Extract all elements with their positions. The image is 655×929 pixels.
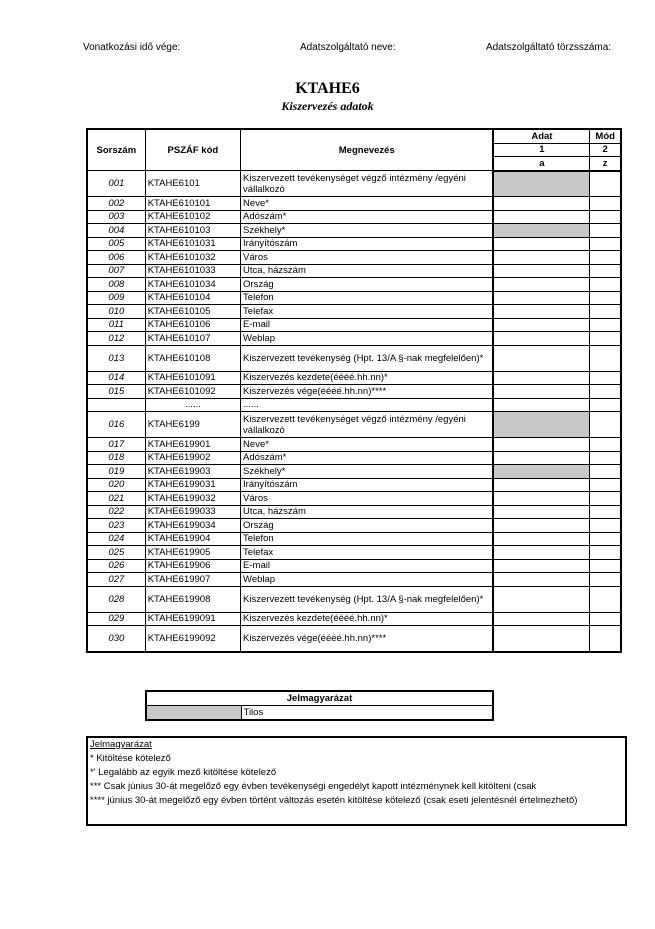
row-adat-cell[interactable]	[493, 371, 589, 385]
row-pszaf-kod: KTAHE6199033	[145, 505, 240, 519]
row-mod-cell[interactable]	[590, 465, 621, 479]
row-sorszam: 017	[87, 438, 145, 452]
row-mod-cell[interactable]	[590, 305, 621, 319]
table-row	[87, 438, 621, 452]
table-row	[87, 171, 621, 197]
row-sorszam: 030	[87, 626, 145, 653]
row-sorszam: 025	[87, 546, 145, 560]
row-pszaf-kod: KTAHE619905	[145, 546, 240, 560]
row-pszaf-kod: KTAHE6101031	[145, 237, 240, 251]
row-mod-cell[interactable]	[590, 291, 621, 305]
row-adat-cell[interactable]	[493, 438, 589, 452]
col-adat-number: 1	[493, 143, 589, 157]
row-adat-cell[interactable]	[493, 264, 589, 278]
row-adat-cell[interactable]	[493, 318, 589, 332]
row-sorszam: 024	[87, 532, 145, 546]
row-pszaf-kod: KTAHE6199034	[145, 519, 240, 533]
row-mod-cell[interactable]	[590, 546, 621, 560]
row-megnevezes: Kiszervezés vége(éééé.hh.nn)****	[241, 626, 494, 653]
row-pszaf-kod: KTAHE6199092	[145, 626, 240, 653]
row-sorszam: 012	[87, 332, 145, 346]
row-megnevezes: Utca, házszám	[241, 264, 494, 278]
row-sorszam: 020	[87, 478, 145, 492]
row-adat-cell[interactable]	[493, 332, 589, 346]
row-megnevezes: Kiszervezett tevékenységet végző intézmény /egyéni vállalkozó	[241, 412, 494, 438]
row-pszaf-kod: KTAHE6199091	[145, 612, 240, 626]
row-adat-cell[interactable]	[493, 465, 589, 479]
row-mod-cell[interactable]	[590, 438, 621, 452]
table-row	[87, 371, 621, 385]
row-adat-cell[interactable]	[493, 478, 589, 492]
row-megnevezes: Város	[241, 251, 494, 265]
row-megnevezes: Ország	[241, 278, 494, 292]
table-row	[87, 573, 621, 587]
row-sorszam: 027	[87, 573, 145, 587]
table-row	[87, 612, 621, 626]
row-megnevezes: Ország	[241, 519, 494, 533]
form-title: KTAHE6	[295, 80, 360, 97]
row-megnevezes: Kiszervezés kezdete(éééé.hh.nn)*	[241, 612, 494, 626]
row-pszaf-kod: KTAHE6199	[145, 412, 240, 438]
legend-item-label: Tilos	[241, 706, 493, 721]
table-row	[87, 519, 621, 533]
row-mod-cell[interactable]	[590, 251, 621, 265]
row-sorszam: 014	[87, 371, 145, 385]
table-row	[87, 224, 621, 238]
row-megnevezes: Weblap	[241, 332, 494, 346]
row-mod-cell[interactable]	[590, 505, 621, 519]
row-adat-cell[interactable]	[493, 451, 589, 465]
table-row	[87, 278, 621, 292]
row-adat-cell[interactable]	[493, 385, 589, 399]
table-row	[87, 412, 621, 438]
row-sorszam: 019	[87, 465, 145, 479]
row-adat-cell[interactable]	[493, 278, 589, 292]
note-line: **** június 30-át megelőző egy évben történt változás esetén kitöltése kötelező (csak eseti jelentésnél értelmezhető)	[90, 795, 578, 806]
row-sorszam: 015	[87, 385, 145, 399]
notes-box	[86, 736, 627, 826]
legend-gray-swatch	[146, 706, 241, 721]
table-row	[87, 626, 621, 653]
row-pszaf-kod: KTAHE619907	[145, 573, 240, 587]
row-adat-cell[interactable]	[493, 305, 589, 319]
row-sorszam: 026	[87, 559, 145, 573]
col-mod: Mód	[590, 129, 621, 143]
row-sorszam: 004	[87, 224, 145, 238]
table-row	[87, 305, 621, 319]
table-row	[87, 332, 621, 346]
col-sorszam: Sorszám	[87, 129, 145, 171]
row-adat-cell[interactable]	[493, 612, 589, 626]
table-row	[87, 210, 621, 224]
data-table	[86, 128, 622, 653]
row-pszaf-kod: KTAHE6199032	[145, 492, 240, 506]
row-adat-cell[interactable]	[493, 197, 589, 211]
row-sorszam: 029	[87, 612, 145, 626]
note-line: *' Legalább az egyik mező kitöltése kötelező	[90, 767, 277, 778]
row-mod-cell[interactable]	[590, 197, 621, 211]
row-mod-cell[interactable]	[590, 371, 621, 385]
row-sorszam: 009	[87, 291, 145, 305]
row-adat-cell[interactable]	[493, 492, 589, 506]
row-sorszam: 028	[87, 586, 145, 612]
row-sorszam: 010	[87, 305, 145, 319]
row-megnevezes: Irányítószám	[241, 237, 494, 251]
row-megnevezes: Irányítószám	[241, 478, 494, 492]
table-row	[87, 237, 621, 251]
row-mod-cell[interactable]	[590, 478, 621, 492]
row-megnevezes: Neve*	[241, 438, 494, 452]
row-sorszam: 023	[87, 519, 145, 533]
row-megnevezes: Telefon	[241, 532, 494, 546]
row-adat-cell[interactable]	[493, 573, 589, 587]
row-mod-cell[interactable]	[590, 237, 621, 251]
table-row	[87, 291, 621, 305]
row-adat-cell[interactable]	[493, 505, 589, 519]
row-sorszam: 011	[87, 318, 145, 332]
row-pszaf-kod: KTAHE6101033	[145, 264, 240, 278]
row-sorszam: 016	[87, 412, 145, 438]
row-mod-cell[interactable]	[590, 264, 621, 278]
row-sorszam	[87, 398, 145, 412]
row-megnevezes: Telefon	[241, 291, 494, 305]
row-sorszam: 022	[87, 505, 145, 519]
col-adat-letter: a	[493, 157, 589, 171]
header-provider-name: Adatszolgáltató neve:	[300, 42, 396, 53]
row-megnevezes: Telefax	[241, 305, 494, 319]
row-pszaf-kod: KTAHE619904	[145, 532, 240, 546]
row-sorszam: 013	[87, 345, 145, 371]
row-adat-cell[interactable]	[493, 626, 589, 653]
row-megnevezes: Kiszervezett tevékenység (Hpt. 13/A §-nak megfelelően)*	[241, 586, 494, 612]
row-mod-cell[interactable]	[590, 332, 621, 346]
col-megnevezes: Megnevezés	[241, 129, 494, 171]
row-mod-cell[interactable]	[590, 519, 621, 533]
row-sorszam: 006	[87, 251, 145, 265]
row-adat-cell[interactable]	[493, 171, 589, 197]
col-mod-letter: z	[590, 157, 621, 171]
table-row	[87, 264, 621, 278]
row-pszaf-kod: KTAHE6199031	[145, 478, 240, 492]
row-adat-cell[interactable]	[493, 224, 589, 238]
table-row	[87, 532, 621, 546]
row-pszaf-kod: KTAHE6101	[145, 171, 240, 197]
row-sorszam: 008	[87, 278, 145, 292]
row-adat-cell[interactable]	[493, 546, 589, 560]
row-pszaf-kod: KTAHE6101092	[145, 385, 240, 399]
row-megnevezes: Neve*	[241, 197, 494, 211]
table-row	[87, 398, 621, 412]
note-line: *** Csak június 30-át megelőző egy évben tevékenységi engedélyt kapott intézménynek kell kitölteni (csak	[90, 781, 537, 792]
row-sorszam: 002	[87, 197, 145, 211]
table-row	[87, 197, 621, 211]
form-subtitle: Kiszervezés adatok	[281, 99, 374, 113]
row-pszaf-kod: KTAHE6101034	[145, 278, 240, 292]
row-pszaf-kod: KTAHE610101	[145, 197, 240, 211]
row-pszaf-kod: KTAHE619901	[145, 438, 240, 452]
row-pszaf-kod: KTAHE610108	[145, 345, 240, 371]
col-adat: Adat	[493, 129, 589, 143]
table-row	[87, 345, 621, 371]
row-megnevezes: ......	[241, 398, 494, 412]
row-megnevezes: Telefax	[241, 546, 494, 560]
row-adat-cell[interactable]	[493, 345, 589, 371]
row-megnevezes: Weblap	[241, 573, 494, 587]
row-pszaf-kod: ......	[145, 398, 240, 412]
row-pszaf-kod: KTAHE619908	[145, 586, 240, 612]
row-sorszam: 003	[87, 210, 145, 224]
row-pszaf-kod: KTAHE610105	[145, 305, 240, 319]
row-adat-cell[interactable]	[493, 251, 589, 265]
note-line: * Kitöltése kötelező	[90, 753, 171, 764]
row-megnevezes: Székhely*	[241, 465, 494, 479]
row-adat-cell[interactable]	[493, 532, 589, 546]
row-pszaf-kod: KTAHE610102	[145, 210, 240, 224]
row-pszaf-kod: KTAHE610107	[145, 332, 240, 346]
row-megnevezes: E-mail	[241, 559, 494, 573]
table-row	[87, 559, 621, 573]
row-sorszam: 005	[87, 237, 145, 251]
row-pszaf-kod: KTAHE6101091	[145, 371, 240, 385]
row-mod-cell[interactable]	[590, 586, 621, 612]
row-adat-cell[interactable]	[493, 412, 589, 438]
row-mod-cell[interactable]	[590, 451, 621, 465]
row-adat-cell[interactable]	[493, 519, 589, 533]
row-mod-cell[interactable]	[590, 278, 621, 292]
notes-title: Jelmagyarázat	[90, 739, 152, 750]
row-sorszam: 018	[87, 451, 145, 465]
row-pszaf-kod: KTAHE610106	[145, 318, 240, 332]
table-row	[87, 546, 621, 560]
row-adat-cell[interactable]	[493, 210, 589, 224]
row-megnevezes: Utca, házszám	[241, 505, 494, 519]
row-mod-cell[interactable]	[590, 626, 621, 653]
row-megnevezes: Kiszervezett tevékenységet végző intézmény /egyéni vállalkozó	[241, 171, 494, 197]
table-row	[87, 318, 621, 332]
row-mod-cell[interactable]	[590, 345, 621, 371]
row-mod-cell[interactable]	[590, 412, 621, 438]
table-row	[87, 478, 621, 492]
row-adat-cell[interactable]	[493, 559, 589, 573]
row-pszaf-kod: KTAHE619903	[145, 465, 240, 479]
col-pszaf-kod: PSZÁF kód	[145, 129, 240, 171]
row-pszaf-kod: KTAHE610103	[145, 224, 240, 238]
table-row	[87, 451, 621, 465]
row-mod-cell[interactable]	[590, 210, 621, 224]
row-adat-cell[interactable]	[493, 586, 589, 612]
row-adat-cell[interactable]	[493, 398, 589, 412]
row-mod-cell[interactable]	[590, 612, 621, 626]
row-megnevezes: Székhely*	[241, 224, 494, 238]
row-megnevezes: Adószám*	[241, 210, 494, 224]
row-pszaf-kod: KTAHE619906	[145, 559, 240, 573]
row-adat-cell[interactable]	[493, 237, 589, 251]
row-megnevezes: Kiszervezés vége(éééé.hh.nn)****	[241, 385, 494, 399]
row-mod-cell[interactable]	[590, 492, 621, 506]
row-mod-cell[interactable]	[590, 573, 621, 587]
row-megnevezes: Kiszervezett tevékenység (Hpt. 13/A §-nak megfelelően)*	[241, 345, 494, 371]
row-megnevezes: E-mail	[241, 318, 494, 332]
legend-table	[145, 690, 494, 721]
table-row	[87, 586, 621, 612]
col-mod-number: 2	[590, 143, 621, 157]
row-sorszam: 021	[87, 492, 145, 506]
header-provider-id: Adatszolgáltató törzsszáma:	[486, 42, 612, 53]
row-mod-cell[interactable]	[590, 559, 621, 573]
header-reference-period: Vonatkozási idő vége:	[83, 42, 181, 53]
row-sorszam: 001	[87, 171, 145, 197]
row-megnevezes: Kiszervezés kezdete(éééé.hh.nn)*	[241, 371, 494, 385]
row-mod-cell[interactable]	[590, 385, 621, 399]
table-row	[87, 251, 621, 265]
row-megnevezes: Város	[241, 492, 494, 506]
row-mod-cell[interactable]	[590, 224, 621, 238]
table-row	[87, 492, 621, 506]
row-mod-cell[interactable]	[590, 398, 621, 412]
row-mod-cell[interactable]	[590, 318, 621, 332]
row-pszaf-kod: KTAHE610104	[145, 291, 240, 305]
table-body	[87, 171, 621, 653]
row-pszaf-kod: KTAHE619902	[145, 451, 240, 465]
table-row	[87, 465, 621, 479]
row-pszaf-kod: KTAHE6101032	[145, 251, 240, 265]
row-sorszam: 007	[87, 264, 145, 278]
row-megnevezes: Adószám*	[241, 451, 494, 465]
row-mod-cell[interactable]	[590, 532, 621, 546]
table-row	[87, 505, 621, 519]
row-mod-cell[interactable]	[590, 171, 621, 197]
table-row	[87, 385, 621, 399]
row-adat-cell[interactable]	[493, 291, 589, 305]
legend-title: Jelmagyarázat	[146, 691, 493, 706]
